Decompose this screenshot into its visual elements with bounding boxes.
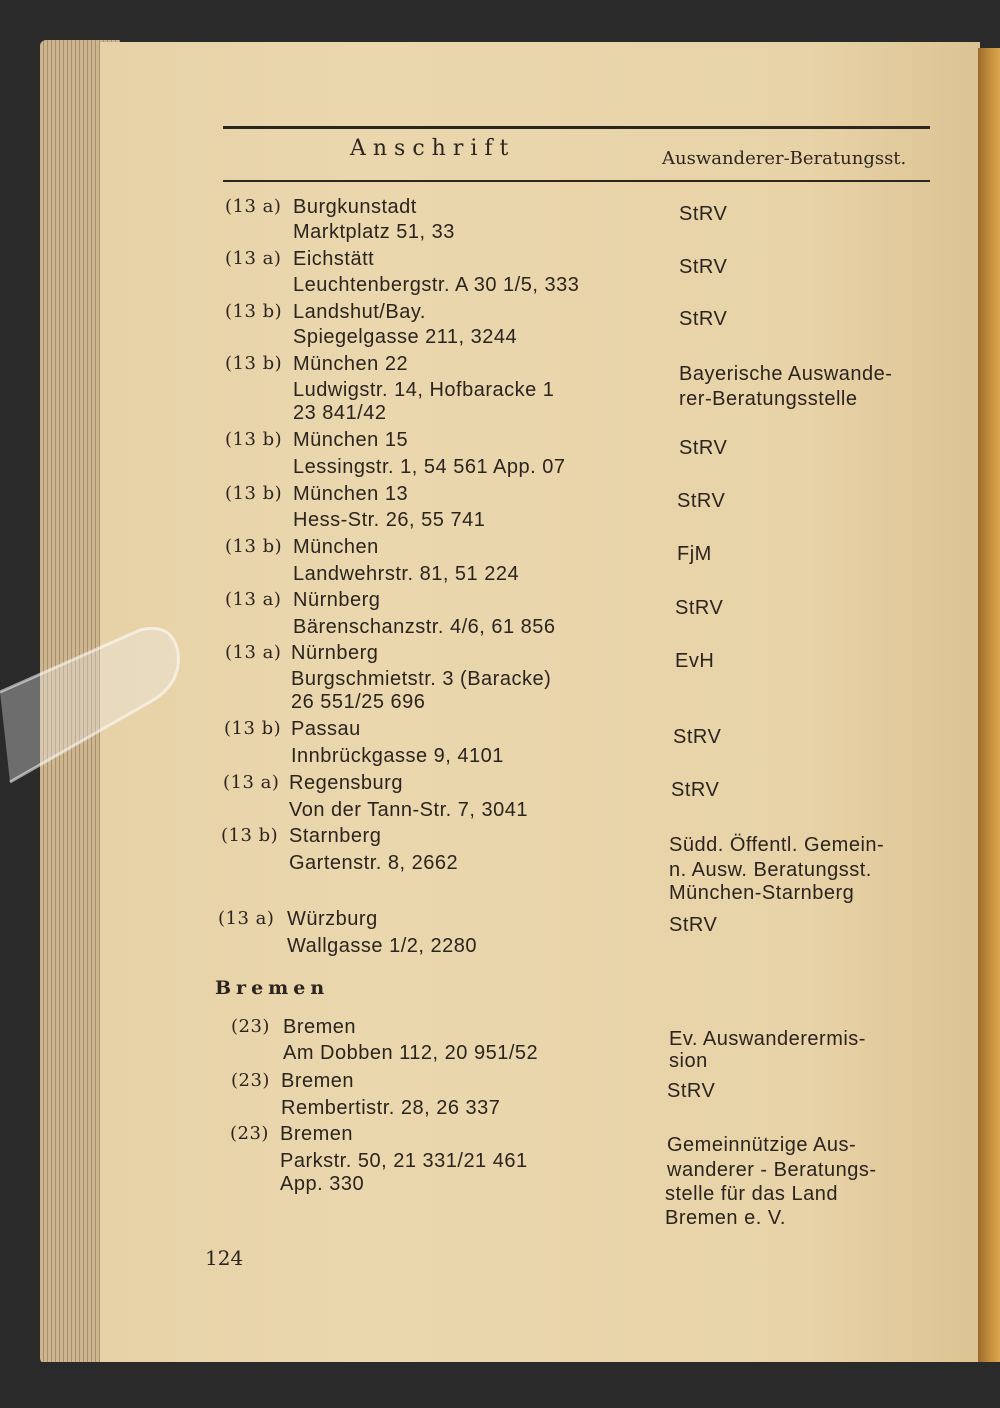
office-name: StRV xyxy=(669,914,718,936)
city-name: Passau xyxy=(291,718,361,740)
header-bottom-rule xyxy=(223,180,930,182)
street-address: Lessingstr. 1, 54 561 App. 07 xyxy=(293,456,566,478)
city-name: München 15 xyxy=(293,429,409,451)
office-name: StRV xyxy=(671,779,720,801)
city-name: Nürnberg xyxy=(293,589,381,611)
region-code: (13 a) xyxy=(225,642,282,663)
street-address: Von der Tann-Str. 7, 3041 xyxy=(289,799,528,821)
office-name: wanderer - Beratungs- xyxy=(667,1159,877,1181)
street-address: Wallgasse 1/2, 2280 xyxy=(287,935,477,957)
region-code: (13 b) xyxy=(225,301,283,322)
region-code: (13 a) xyxy=(225,589,282,610)
street-address: Bärenschanzstr. 4/6, 61 856 xyxy=(293,616,556,638)
street-address: Parkstr. 50, 21 331/21 461 xyxy=(280,1150,528,1172)
phone-extension: App. 330 xyxy=(280,1173,365,1195)
region-code: (13 b) xyxy=(225,483,283,504)
street-address: Hess-Str. 26, 55 741 xyxy=(293,509,486,531)
office-name: FjM xyxy=(677,543,712,565)
office-name: München-Starnberg xyxy=(669,882,855,904)
office-name: rer-Beratungsstelle xyxy=(679,388,858,410)
section-title-bremen: Bremen xyxy=(215,977,330,999)
street-address: Rembertistr. 28, 26 337 xyxy=(281,1097,501,1119)
city-name: Nürnberg xyxy=(291,642,379,664)
office-name: Südd. Öffentl. Gemein- xyxy=(669,834,885,856)
city-name: Starnberg xyxy=(289,825,382,847)
paper-clip xyxy=(0,622,185,812)
office-name: sion xyxy=(669,1050,708,1072)
city-name: Burgkunstadt xyxy=(293,196,417,218)
phone-number: 23 841/42 xyxy=(293,402,387,424)
city-name: Würzburg xyxy=(287,908,378,930)
background xyxy=(40,1362,1000,1408)
office-name: n. Ausw. Beratungsst. xyxy=(669,859,872,881)
office-name: EvH xyxy=(675,650,715,672)
region-code: (23) xyxy=(230,1123,269,1144)
header-top-rule xyxy=(223,126,930,129)
city-name: Eichstätt xyxy=(293,248,375,270)
region-code: (13 a) xyxy=(225,196,282,217)
street-address: Landwehrstr. 81, 51 224 xyxy=(293,563,520,585)
street-address: Burgschmietstr. 3 (Baracke) xyxy=(291,668,552,690)
street-address: Ludwigstr. 14, Hofbaracke 1 xyxy=(293,379,555,401)
region-code: (13 b) xyxy=(225,536,283,557)
region-code: (13 b) xyxy=(224,718,282,739)
region-code: (13 a) xyxy=(225,248,282,269)
office-name: StRV xyxy=(679,256,728,278)
office-name: Ev. Auswanderermis- xyxy=(669,1028,866,1050)
region-code: (13 b) xyxy=(225,429,283,450)
city-name: Bremen xyxy=(280,1123,354,1145)
region-code: (23) xyxy=(231,1016,270,1037)
column-header-address: Anschrift xyxy=(350,136,516,161)
office-name: Gemeinnützige Aus- xyxy=(667,1134,857,1156)
region-code: (13 b) xyxy=(225,353,283,374)
office-name: StRV xyxy=(679,203,728,225)
office-name: StRV xyxy=(675,597,724,619)
column-header-office: Auswanderer-Beratungsst. xyxy=(662,148,907,169)
street-address: Am Dobben 112, 20 951/52 xyxy=(283,1042,539,1064)
phone-number: 26 551/25 696 xyxy=(291,691,426,713)
street-address: Innbrückgasse 9, 4101 xyxy=(291,745,504,767)
page-number: 124 xyxy=(205,1246,244,1270)
office-name: StRV xyxy=(679,308,728,330)
office-name: StRV xyxy=(667,1080,716,1102)
city-name: München 22 xyxy=(293,353,409,375)
street-address: Gartenstr. 8, 2662 xyxy=(289,852,459,874)
city-name: München 13 xyxy=(293,483,409,505)
region-code: (23) xyxy=(231,1070,270,1091)
office-name: StRV xyxy=(677,490,726,512)
street-address: Spiegelgasse 211, 3244 xyxy=(293,326,518,348)
region-code: (13 a) xyxy=(218,908,275,929)
office-name: Bayerische Auswande- xyxy=(679,363,893,385)
city-name: Regensburg xyxy=(289,772,403,794)
region-code: (13 b) xyxy=(221,825,279,846)
city-name: München xyxy=(293,536,379,558)
city-name: Landshut/Bay. xyxy=(293,301,426,323)
street-address: Marktplatz 51, 33 xyxy=(293,221,455,243)
street-address: Leuchtenbergstr. A 30 1/5, 333 xyxy=(293,274,580,296)
office-name: StRV xyxy=(679,437,728,459)
office-name: StRV xyxy=(673,726,722,748)
city-name: Bremen xyxy=(281,1070,355,1092)
office-name: Bremen e. V. xyxy=(665,1207,786,1229)
facing-page-edge xyxy=(978,48,1000,1378)
city-name: Bremen xyxy=(283,1016,357,1038)
region-code: (13 a) xyxy=(223,772,280,793)
office-name: stelle für das Land xyxy=(665,1183,838,1205)
